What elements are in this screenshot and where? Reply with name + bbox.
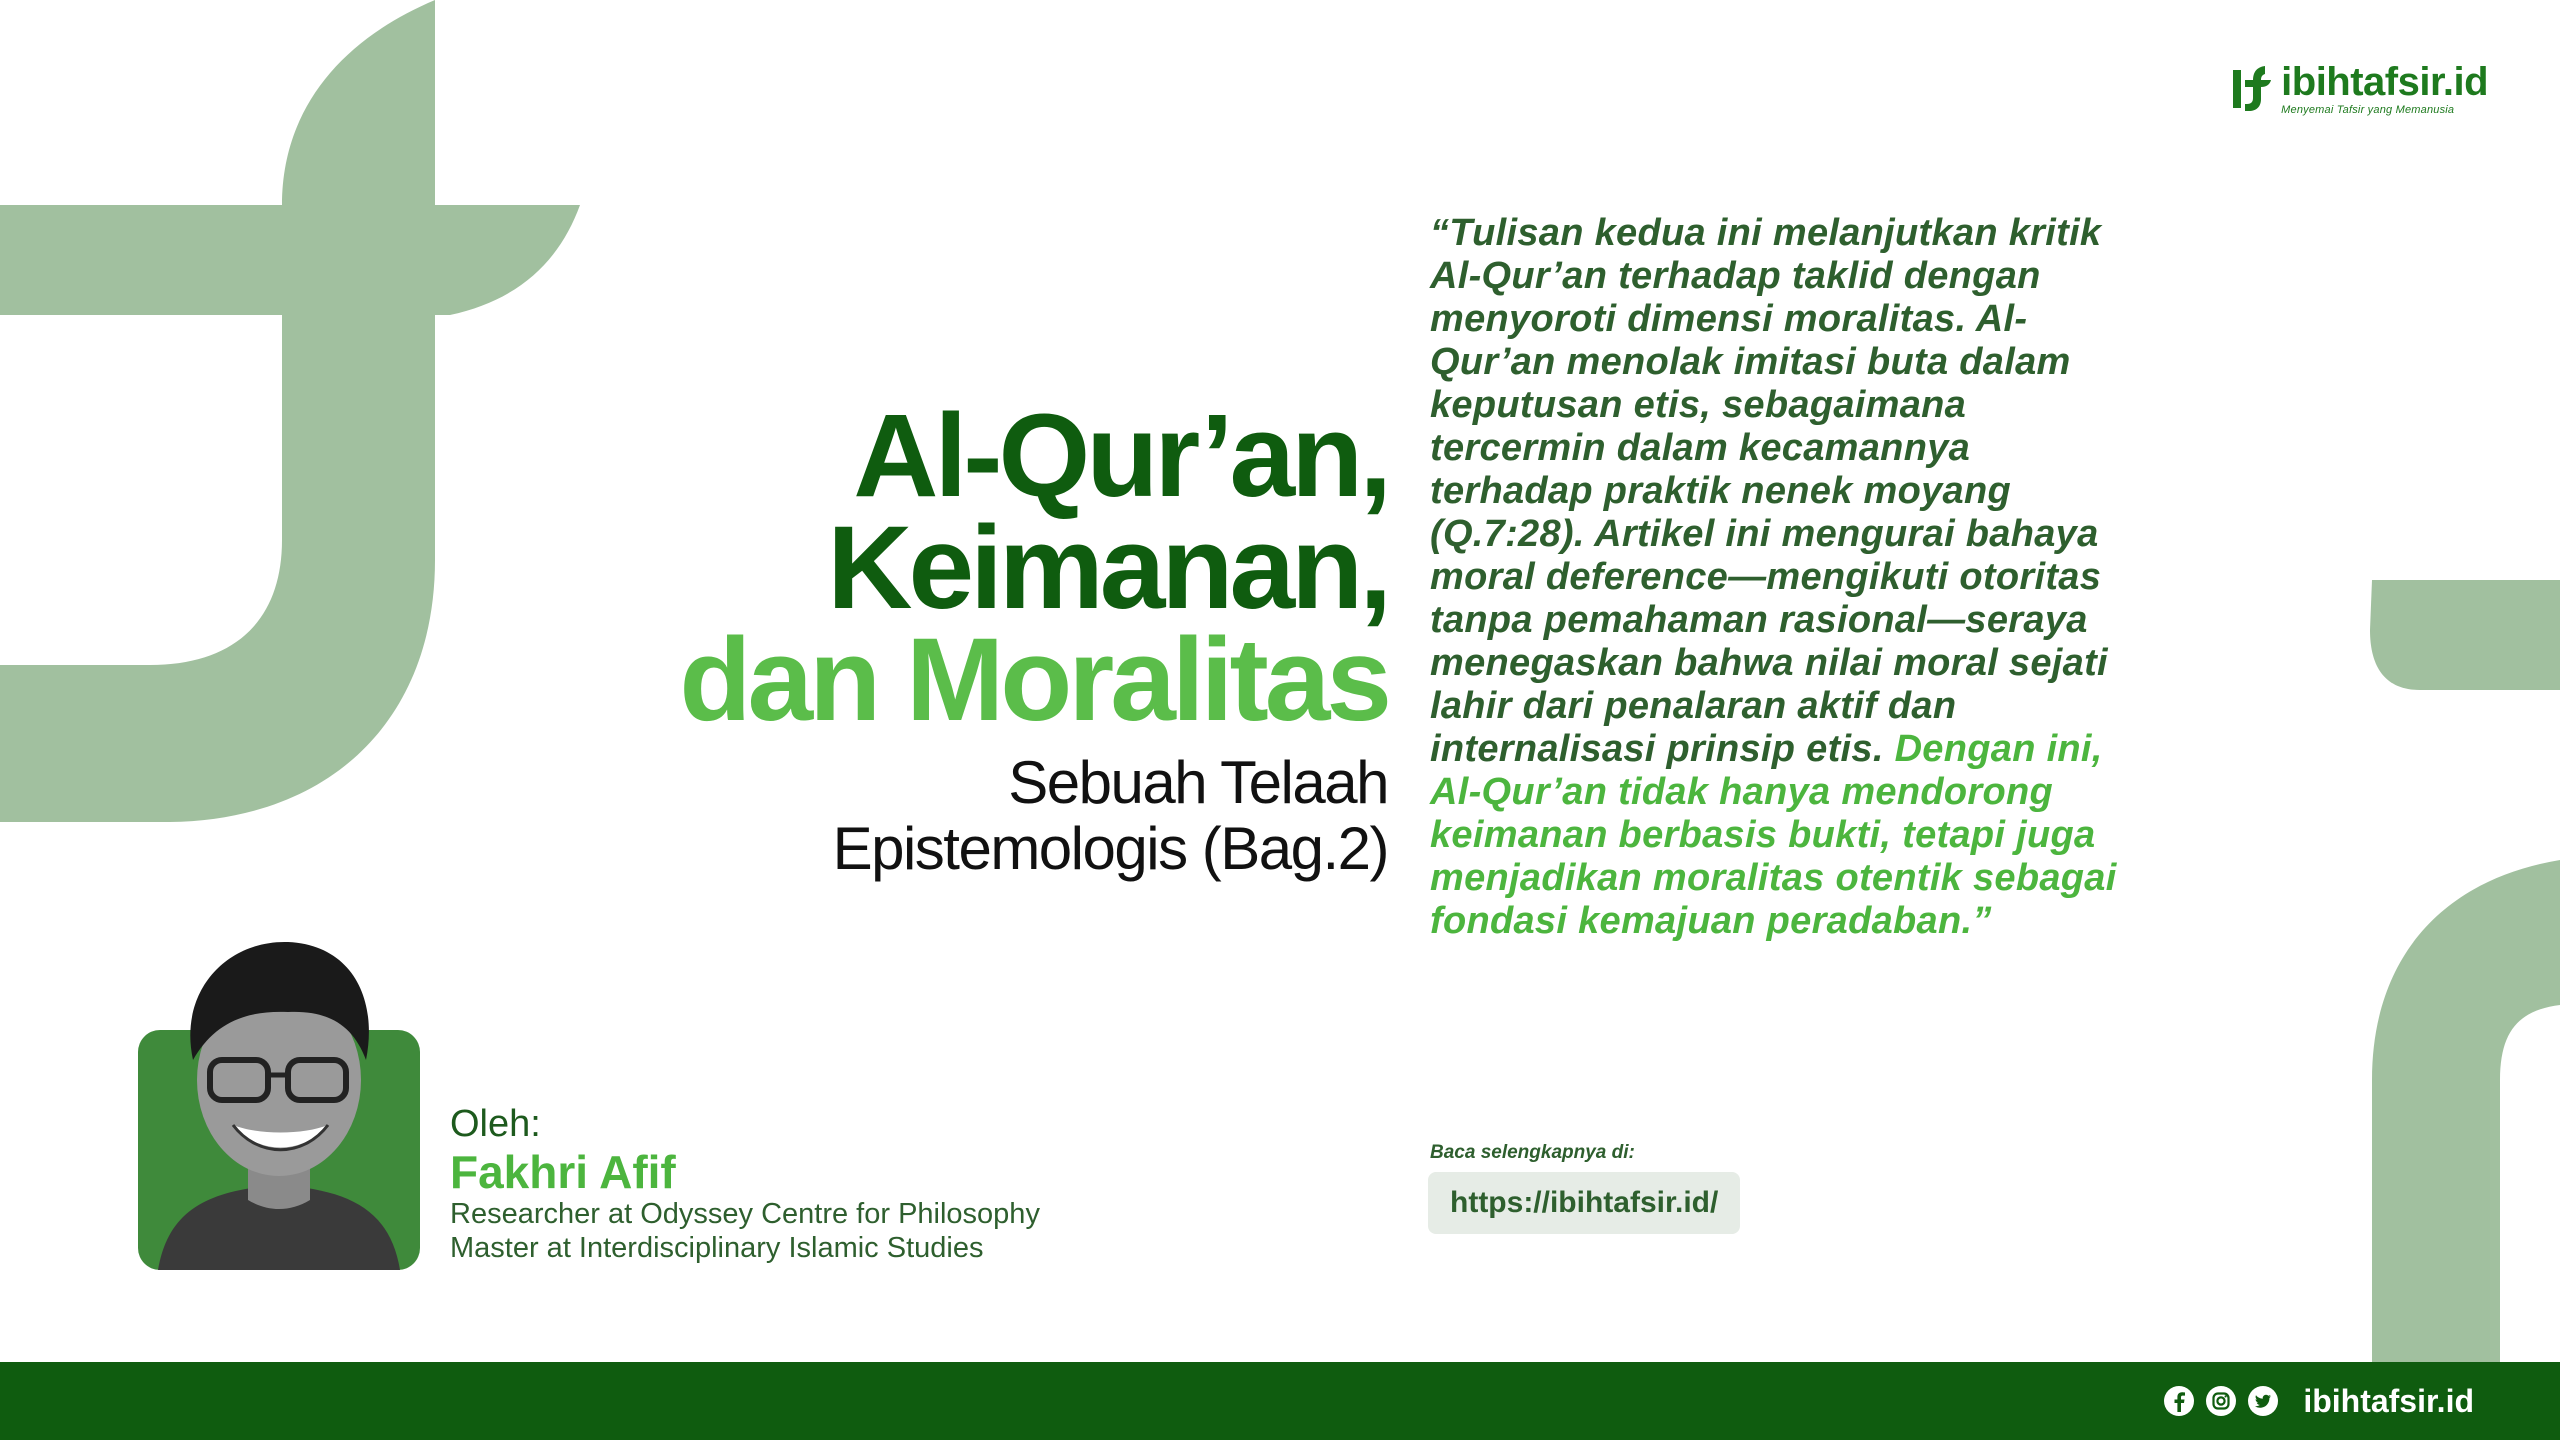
title-line-3: dan Moralitas <box>679 614 1388 746</box>
right-leaf-shape <box>2370 580 2560 690</box>
logo-name: ibihtafsir.id <box>2281 60 2488 104</box>
twitter-icon[interactable] <box>2247 1385 2279 1417</box>
author-prefix: Oleh: <box>450 1103 541 1145</box>
author-photo <box>138 930 420 1270</box>
ibihtafsir-logo-icon <box>2225 64 2271 114</box>
quote-dark-text: “Tulisan kedua ini melanjutkan kritik Al-Qur’an terhadap taklid dengan menyoroti dimensi moralitas. Al-Qur’an menolak imitasi buta dalam keputusan etis, sebagaimana tercermin dalam kecamannya terhadap praktik nenek moyang (Q.7:28). Artikel ini mengurai bahaya moral deference—mengikuti otoritas tanpa pemahaman rasional—seraya menegaskan bahwa nilai moral sejati lahir dari penalaran aktif dan internalisasi prinsip etis. <box>1430 212 2108 770</box>
subtitle-line-2: Epistemologis (Bag.2) <box>832 815 1388 882</box>
article-url-link[interactable]: https://ibihtafsir.id/ <box>1428 1172 1740 1234</box>
social-links <box>2163 1362 2474 1440</box>
article-quote <box>1430 212 2130 943</box>
author-role-2: Master at Interdisciplinary Islamic Studies <box>450 1232 984 1264</box>
footer-site-name[interactable]: ibihtafsir.id <box>2303 1382 2474 1419</box>
author-name: Fakhri Afif <box>450 1146 676 1198</box>
brand-logo[interactable] <box>2225 62 2488 116</box>
read-more-label: Baca selengkapnya di: <box>1430 1142 1635 1163</box>
title-line-1: Al-Qur’an, <box>853 390 1388 522</box>
instagram-icon[interactable] <box>2205 1385 2237 1417</box>
subtitle-line-1: Sebuah Telaah <box>1008 749 1388 816</box>
right-stem-shape <box>2372 860 2560 1362</box>
quote-green-text: Dengan ini, Al-Qur’an tidak hanya mendorong keimanan berbasis bukti, tetapi juga menjadikan moralitas otentik sebagai fondasi kemajuan peradaban.” <box>1430 728 2117 942</box>
author-role-1: Researcher at Odyssey Centre for Philosophy <box>450 1198 1040 1230</box>
footer-bar <box>0 1362 2560 1440</box>
article-title <box>679 390 1388 882</box>
left-logo-shape <box>0 0 580 822</box>
article-subtitle <box>679 750 1388 882</box>
facebook-icon[interactable] <box>2163 1385 2195 1417</box>
title-line-2: Keimanan, <box>827 502 1388 634</box>
author-portrait <box>138 930 420 1270</box>
logo-tagline: Menyemai Tafsir yang Memanusia <box>2281 104 2455 116</box>
